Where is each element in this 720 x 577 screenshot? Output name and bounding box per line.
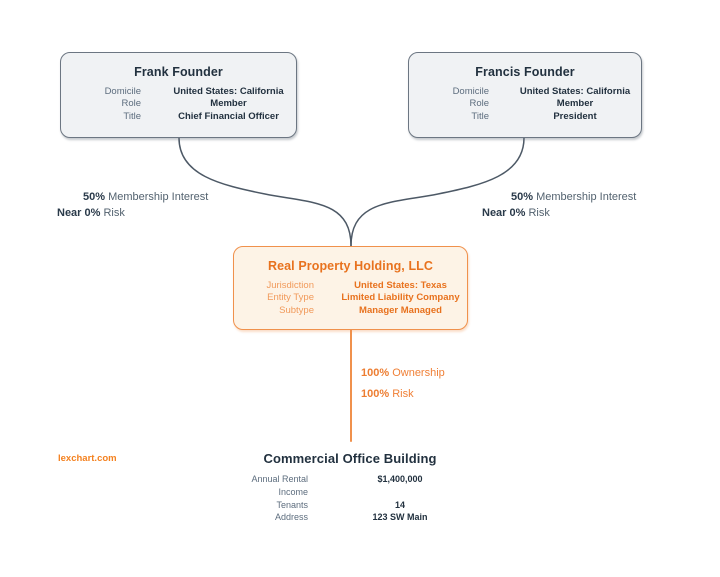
attribute-row	[61, 98, 296, 110]
attribute-value: Member	[210, 98, 247, 110]
node-title: Francis Founder	[475, 65, 575, 79]
attribute-label: Annual Rental Income	[251, 474, 308, 497]
attribute-value: 123 SW Main	[372, 512, 428, 523]
node-commercial-office-building[interactable]	[228, 451, 472, 524]
attribute-row	[234, 292, 467, 304]
attribute-value: President	[553, 110, 597, 122]
attribute-row	[409, 111, 641, 123]
edge-label-bold: 100%	[361, 388, 390, 400]
edge-label-ownership	[361, 367, 445, 380]
edge-label-bold: 100%	[361, 367, 390, 379]
attribute-label: Address	[274, 512, 308, 523]
node-title: Commercial Office Building	[263, 451, 437, 466]
attribute-value: Manager Managed	[359, 304, 442, 316]
attribute-rows	[228, 473, 472, 524]
attribute-label: Domicile	[104, 86, 141, 97]
attribute-row	[61, 111, 296, 123]
attribute-label: Jurisdiction	[266, 280, 314, 291]
attribute-row	[234, 280, 467, 292]
attribute-row	[228, 473, 472, 499]
node-francis-founder[interactable]	[408, 52, 642, 138]
lexchart-watermark-link[interactable]: lexchart.com	[58, 453, 117, 464]
attribute-label: Title	[471, 110, 489, 122]
attribute-rows	[234, 280, 467, 317]
node-real-property-holding[interactable]	[233, 246, 468, 330]
edge-label-text: Membership Interest	[105, 191, 209, 203]
edge-label-text: Risk	[525, 207, 550, 219]
attribute-label: Role	[121, 98, 141, 110]
edge-label-left-membership-interest	[83, 191, 208, 204]
attribute-value: United States: California	[519, 86, 631, 97]
attribute-rows	[409, 86, 641, 123]
edge-label-left-risk	[57, 207, 125, 220]
attribute-label: Entity Type	[267, 292, 314, 304]
attribute-row	[409, 98, 641, 110]
attribute-rows	[61, 86, 296, 123]
edge-label-text: Ownership	[389, 367, 445, 379]
node-title: Frank Founder	[134, 65, 223, 79]
edge-label-ownership-risk	[361, 388, 414, 401]
attribute-value: Limited Liability Company	[341, 292, 460, 304]
edge-label-bold: 50%	[83, 191, 106, 203]
attribute-label: Title	[123, 110, 141, 122]
attribute-value: 14	[394, 499, 405, 510]
attribute-value: United States: Texas	[354, 280, 447, 291]
attribute-value: Chief Financial Officer	[178, 110, 279, 122]
attribute-row	[228, 511, 472, 524]
node-title: Real Property Holding, LLC	[267, 259, 434, 273]
edge-label-right-risk	[482, 207, 550, 220]
edge-label-right-membership-interest	[511, 191, 636, 204]
node-frank-founder[interactable]	[60, 52, 297, 138]
attribute-value: $1,400,000	[377, 474, 423, 484]
attribute-row	[234, 305, 467, 317]
attribute-label: Subtype	[279, 304, 314, 316]
edge-label-text: Risk	[389, 388, 414, 400]
attribute-label: Role	[469, 98, 489, 110]
attribute-value: Member	[556, 98, 594, 110]
attribute-row	[61, 86, 296, 98]
edge-francis-to-holding	[351, 138, 524, 246]
attribute-label: Domicile	[452, 86, 489, 97]
attribute-row	[228, 499, 472, 512]
attribute-row	[409, 86, 641, 98]
attribute-label: Tenants	[276, 499, 308, 510]
edge-label-bold: 50%	[511, 191, 534, 203]
attribute-value: United States: California	[173, 86, 284, 97]
edge-label-bold: Near 0%	[482, 207, 526, 219]
edge-label-bold: Near 0%	[57, 207, 101, 219]
edge-label-text: Membership Interest	[533, 191, 637, 203]
edge-label-text: Risk	[100, 207, 125, 219]
